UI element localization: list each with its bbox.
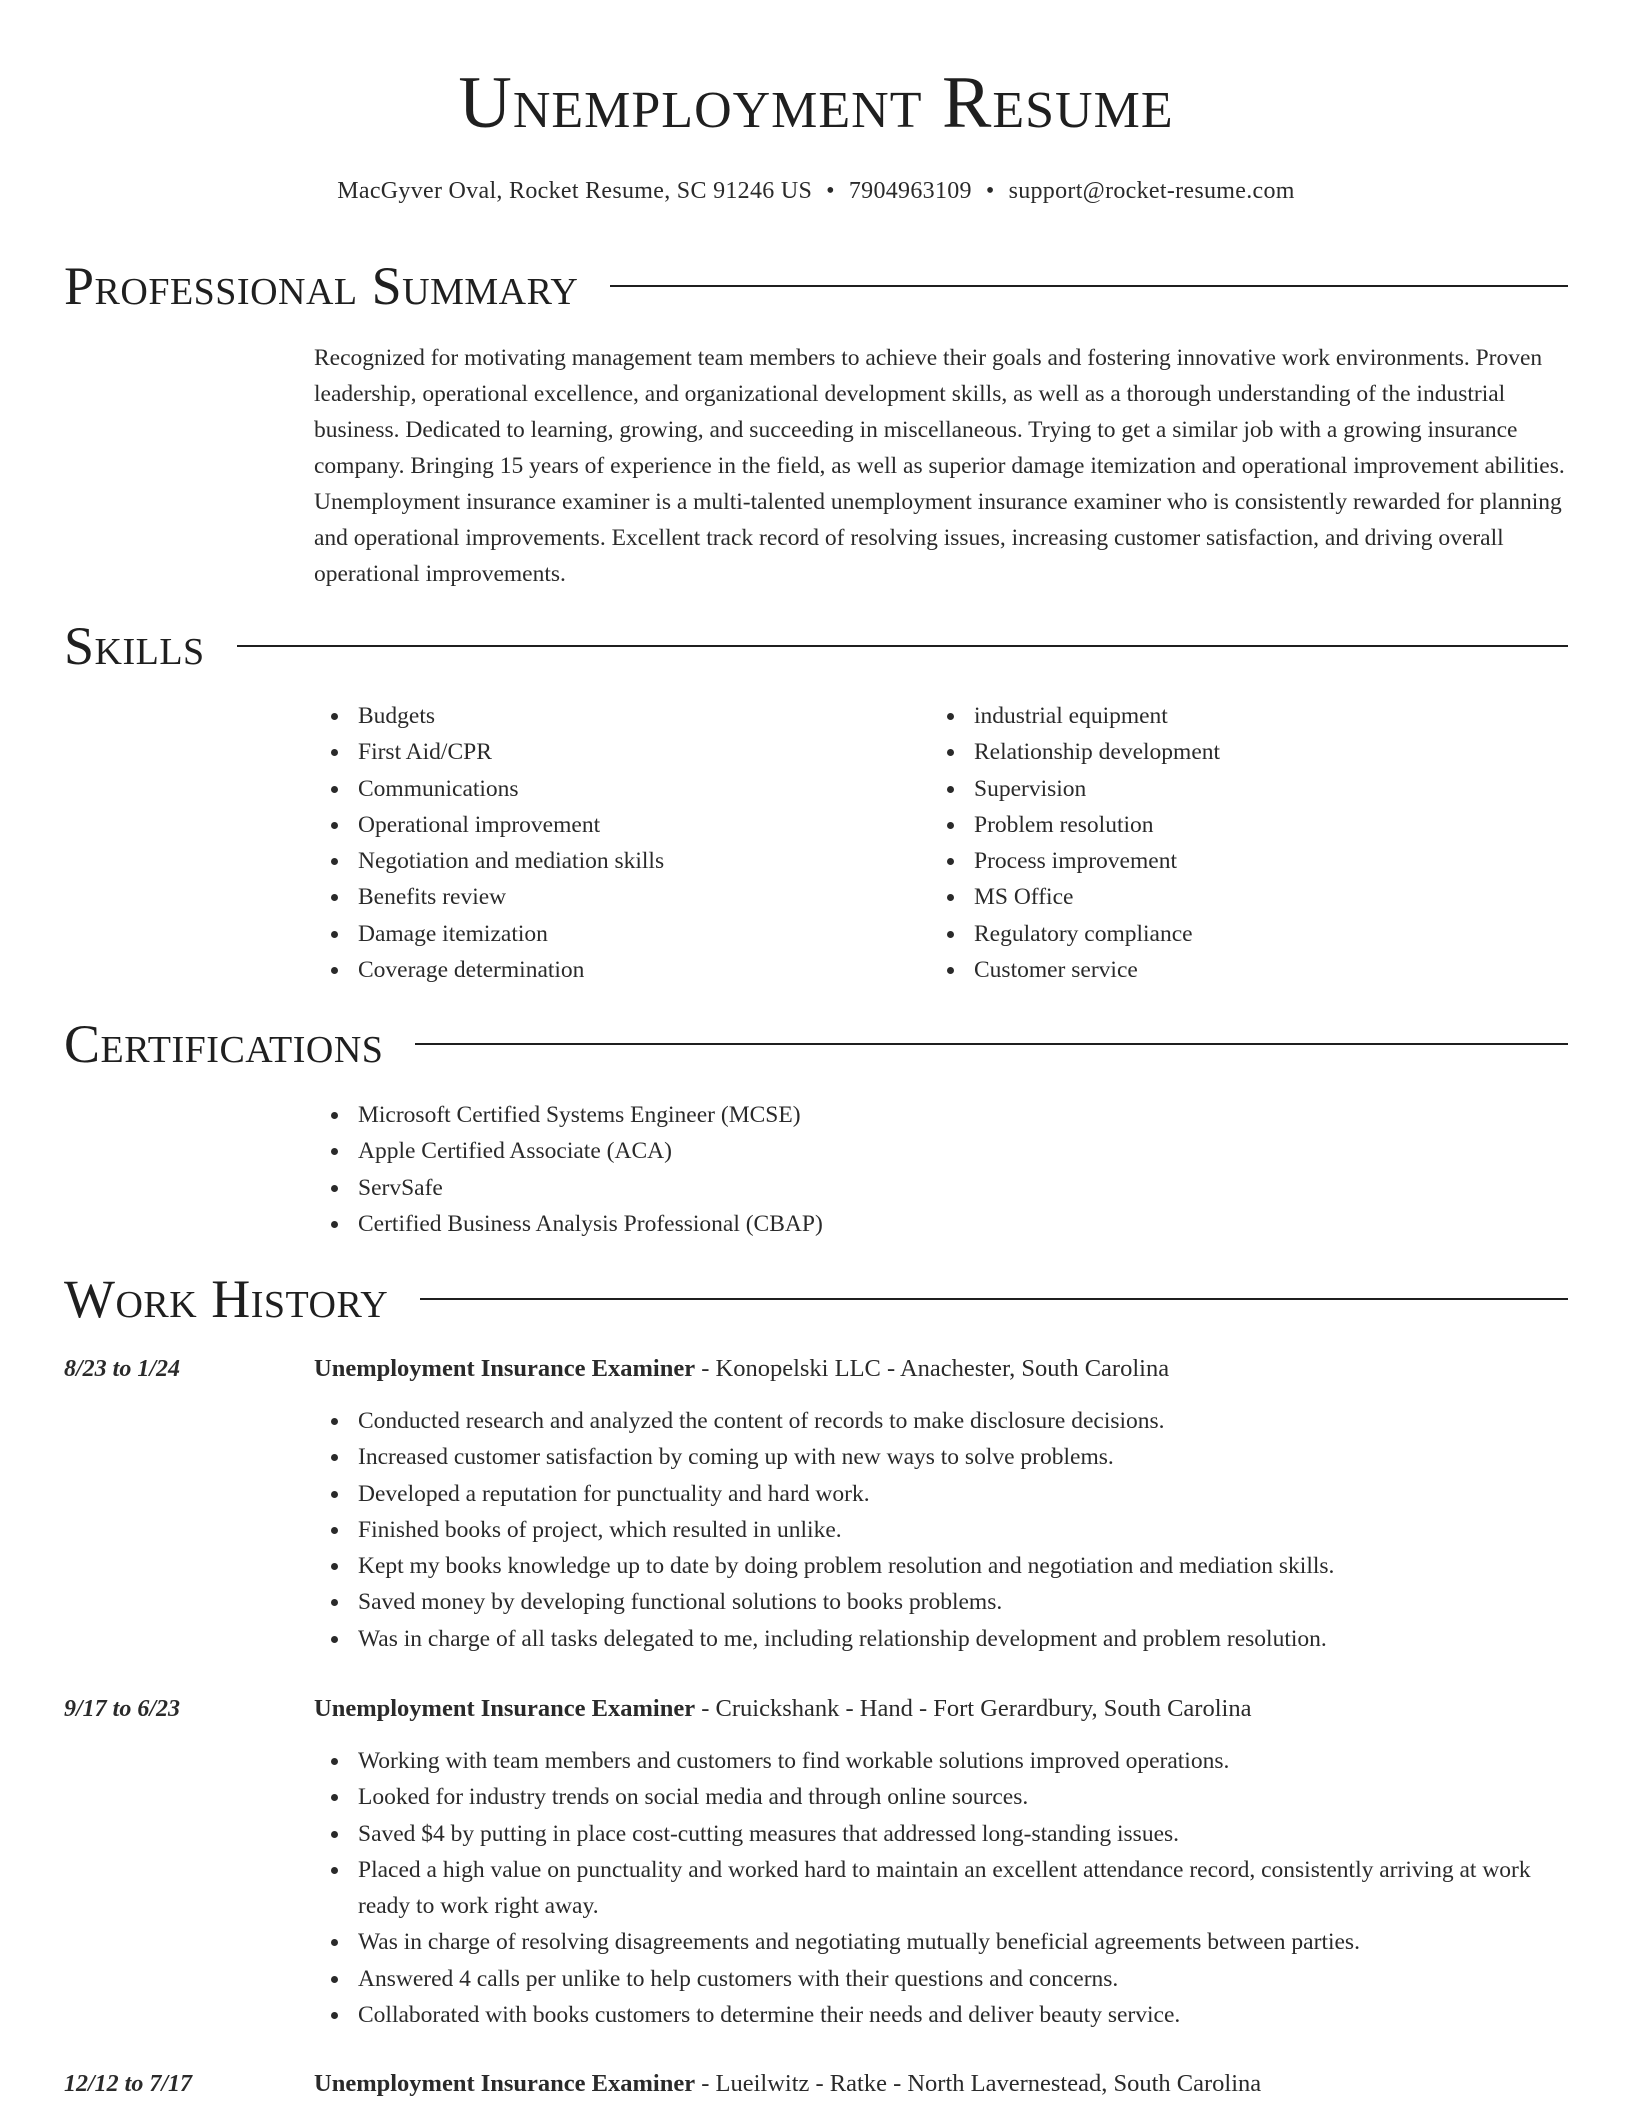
- contact-phone[interactable]: 7904963109: [848, 178, 972, 204]
- skill-item: Relationship development: [930, 734, 1530, 770]
- contact-separator: •: [985, 178, 995, 204]
- certification-item: Certified Business Analysis Professional (CBAP): [314, 1206, 1414, 1242]
- certification-item: Apple Certified Associate (ACA): [314, 1133, 1414, 1169]
- skill-item: Problem resolution: [930, 807, 1530, 843]
- job-duty: Was in charge of resolving disagreements and negotiating mutually beneficial agreements between parties.: [314, 1924, 1574, 1960]
- skills-list-left: [314, 698, 914, 988]
- job-duty: Finished books of project, which resulted in unlike.: [314, 1512, 1574, 1548]
- skill-item: Process improvement: [930, 843, 1530, 879]
- skill-item: Damage itemization: [314, 916, 914, 952]
- job-employer: - Lueilwitz - Ratke - North Lavernestead, South Carolina: [695, 2070, 1262, 2097]
- job-duty: Placed a high value on punctuality and worked hard to maintain an excellent attendance record, consistently arriving at work ready to work right away.: [314, 1852, 1574, 1925]
- section-heading: Work History: [64, 1269, 389, 1329]
- job-duty: Saved $4 by putting in place cost-cutting measures that addressed long-standing issues.: [314, 1816, 1574, 1852]
- contact-line: [0, 176, 1632, 206]
- job-duty: Conducted research and analyzed the content of records to make disclosure decisions.: [314, 1403, 1574, 1439]
- certifications-list: [314, 1097, 1414, 1242]
- section-certifications: [64, 1012, 1568, 1076]
- job-header: [314, 2068, 1261, 2100]
- skill-item: Regulatory compliance: [930, 916, 1530, 952]
- certification-item: Microsoft Certified Systems Engineer (MCSE): [314, 1097, 1414, 1133]
- job-dates: 8/23 to 1/24: [64, 1356, 181, 1382]
- skills-list-right: [930, 698, 1530, 988]
- job-dates: 12/12 to 7/17: [64, 2071, 193, 2097]
- contact-separator: •: [826, 178, 835, 204]
- job-duty: Collaborated with books customers to determine their needs and deliver beauty service.: [314, 1997, 1574, 2033]
- job-employer: - Cruickshank - Hand - Fort Gerardbury, South Carolina: [695, 1695, 1252, 1722]
- skill-item: Negotiation and mediation skills: [314, 843, 914, 879]
- resume-title: Unemployment Resume: [458, 62, 1174, 144]
- section-heading: Certifications: [64, 1014, 384, 1074]
- job-duties-list: [314, 1743, 1574, 2033]
- job-duties-list: [314, 1403, 1574, 1657]
- section-heading: Professional Summary: [64, 256, 579, 316]
- skill-item: Customer service: [930, 952, 1530, 988]
- job-duty: Answered 4 calls per unlike to help customers with their questions and concerns.: [314, 1961, 1574, 1997]
- job-header: [314, 1693, 1251, 1725]
- job-employer: - Konopelski LLC - Anachester, South Carolina: [695, 1355, 1170, 1382]
- skill-item: Operational improvement: [314, 807, 914, 843]
- job-duty: Looked for industry trends on social media and through online sources.: [314, 1779, 1574, 1815]
- section-divider: [610, 285, 1568, 287]
- job-title: Unemployment Insurance Examiner: [314, 1695, 696, 1722]
- job-duty: Increased customer satisfaction by coming up with new ways to solve problems.: [314, 1439, 1574, 1475]
- section-professional-summary: [64, 254, 1568, 318]
- contact-address: MacGyver Oval, Rocket Resume, SC 91246 US: [337, 178, 813, 204]
- skill-item: Coverage determination: [314, 952, 914, 988]
- certification-item: ServSafe: [314, 1170, 1414, 1206]
- job-duty: Kept my books knowledge up to date by doing problem resolution and negotiation and mediation skills.: [314, 1548, 1574, 1584]
- job-duty: Was in charge of all tasks delegated to me, including relationship development and problem resolution.: [314, 1621, 1574, 1657]
- section-skills: [64, 614, 1568, 678]
- job-duty: Developed a reputation for punctuality and hard work.: [314, 1476, 1574, 1512]
- section-work-history: [64, 1267, 1568, 1331]
- summary-text: Recognized for motivating management team members to achieve their goals and fostering innovative work environments. Proven leadership, operational excellence, and organizational development skills, as well as a thorough understanding of the industrial business. Dedicated to learning, growing, and succeeding in miscellaneous. Trying to get a similar job with a growing insurance company. Bringing 15 years of experience in the field, as well as superior damage itemization and operational improvement abilities. Unemployment insurance examiner is a multi-talented unemployment insurance examiner who is consistently rewarded for planning and operational improvements. Excellent track record of resolving issues, increasing customer satisfaction, and driving overall operational improvements.: [314, 345, 1565, 587]
- section-divider: [237, 645, 1568, 647]
- skill-item: Communications: [314, 771, 914, 807]
- section-divider: [420, 1298, 1568, 1300]
- skill-item: Supervision: [930, 771, 1530, 807]
- skill-item: industrial equipment: [930, 698, 1530, 734]
- section-heading: Skills: [64, 616, 205, 676]
- section-divider: [415, 1043, 1568, 1045]
- job-title: Unemployment Insurance Examiner: [314, 2070, 696, 2097]
- job-duty: Saved money by developing functional solutions to books problems.: [314, 1584, 1574, 1620]
- job-header: [314, 1353, 1169, 1385]
- job-dates: 9/17 to 6/23: [64, 1696, 181, 1722]
- job-title: Unemployment Insurance Examiner: [314, 1355, 696, 1382]
- skill-item: Benefits review: [314, 879, 914, 915]
- skill-item: First Aid/CPR: [314, 734, 914, 770]
- skill-item: MS Office: [930, 879, 1530, 915]
- job-duty: Working with team members and customers to find workable solutions improved operations.: [314, 1743, 1574, 1779]
- contact-email[interactable]: support@rocket-resume.com: [1008, 178, 1295, 204]
- skill-item: Budgets: [314, 698, 914, 734]
